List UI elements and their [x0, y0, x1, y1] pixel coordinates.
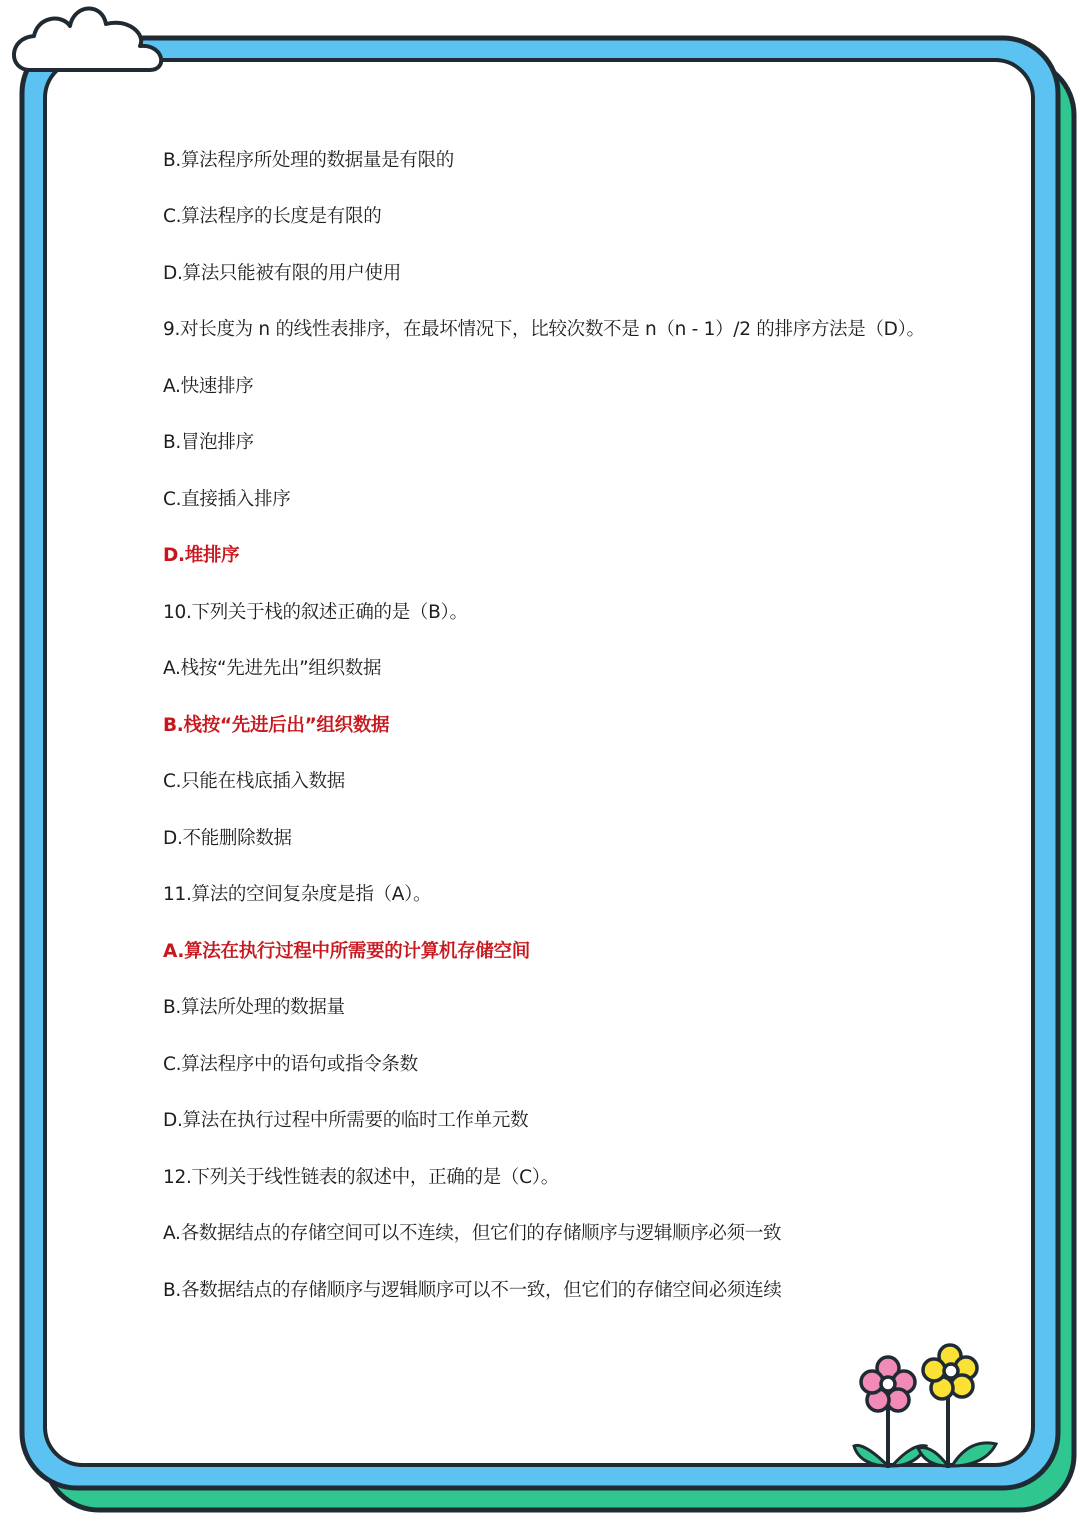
question-9: 9.对长度为 n 的线性表排序，在最坏情况下，比较次数不是 n（n - 1）/2 的排序方法是（D）。 — [163, 319, 925, 340]
text-line: B.冒泡排序 — [163, 432, 254, 453]
text-line: D.算法在执行过程中所需要的临时工作单元数 — [163, 1110, 529, 1131]
answer-line: D.堆排序 — [163, 545, 240, 566]
text-line: C.只能在栈底插入数据 — [163, 771, 345, 792]
question-10: 10.下列关于栈的叙述正确的是（B）。 — [163, 602, 468, 623]
text-line: D.算法只能被有限的用户使用 — [163, 263, 401, 284]
text-line: C.算法程序的长度是有限的 — [163, 206, 382, 227]
text-line: B.算法所处理的数据量 — [163, 997, 345, 1018]
text-line: A.栈按“先进先出”组织数据 — [163, 658, 382, 679]
question-11: 11.算法的空间复杂度是指（A）。 — [163, 884, 432, 905]
answer-line: A.算法在执行过程中所需要的计算机存储空间 — [163, 941, 530, 962]
text-line: C.算法程序中的语句或指令条数 — [163, 1054, 418, 1075]
answer-line: B.栈按“先进后出”组织数据 — [163, 715, 390, 736]
cloud-icon — [14, 8, 161, 70]
text-line: C.直接插入排序 — [163, 489, 291, 510]
text-line: B.各数据结点的存储顺序与逻辑顺序可以不一致，但它们的存储空间必须连续 — [163, 1280, 782, 1301]
text-line: B.算法程序所处理的数据量是有限的 — [163, 150, 454, 171]
text-line: A.各数据结点的存储空间可以不连续，但它们的存储顺序与逻辑顺序必须一致 — [163, 1223, 782, 1244]
text-line: A.快速排序 — [163, 376, 254, 397]
question-12: 12.下列关于线性链表的叙述中，正确的是（C）。 — [163, 1167, 559, 1188]
text-line: D.不能删除数据 — [163, 828, 292, 849]
